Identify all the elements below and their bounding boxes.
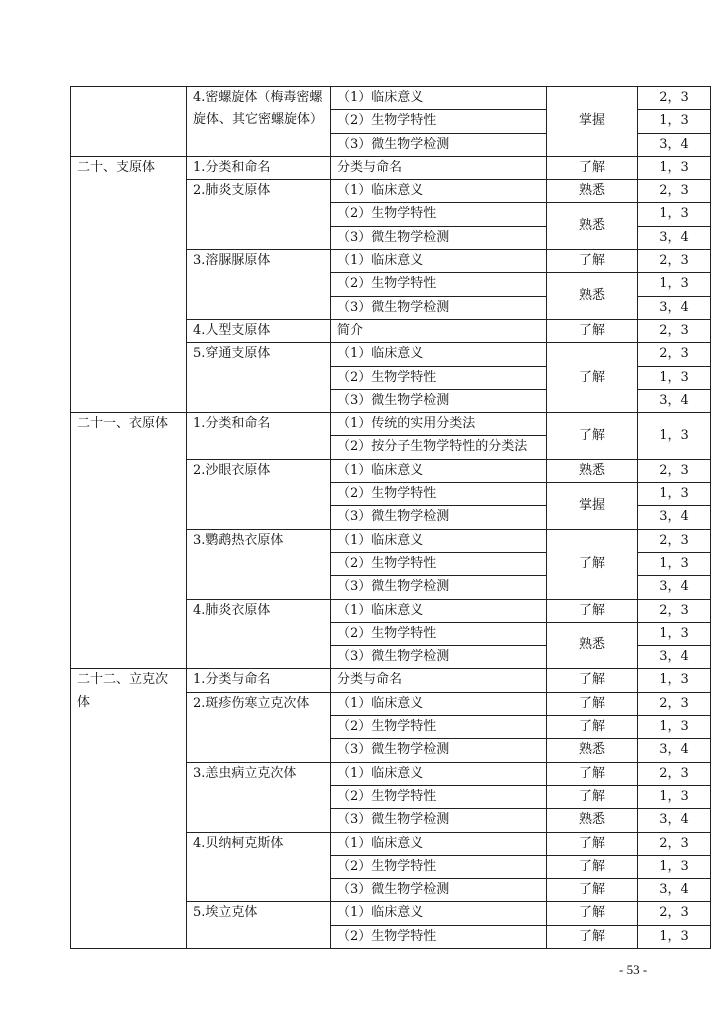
unit-cell: 2，3 [638, 832, 711, 855]
content-cell: （2）按分子生物学特性的分类法 [331, 436, 547, 459]
requirement-cell: 了解 [547, 156, 638, 179]
topic-cell: 4.密螺旋体（梅毒密螺旋体、其它密螺旋体） [187, 87, 331, 157]
content-cell: （2）生物学特性 [331, 925, 547, 948]
unit-cell: 1，3 [638, 203, 711, 226]
content-cell: （3）微生物学检测 [331, 879, 547, 902]
unit-cell: 1，3 [638, 622, 711, 645]
content-cell: （1）临床意义 [331, 832, 547, 855]
unit-cell: 1，3 [638, 273, 711, 296]
requirement-cell: 了解 [547, 855, 638, 878]
chapter-cell: 二十一、衣原体 [71, 413, 187, 669]
requirement-cell: 了解 [547, 785, 638, 808]
unit-cell: 3，4 [638, 576, 711, 599]
table-row [71, 669, 711, 692]
requirement-cell: 了解 [547, 529, 638, 599]
requirement-cell: 熟悉 [547, 809, 638, 832]
requirement-cell: 了解 [547, 716, 638, 739]
content-cell: （3）微生物学检测 [331, 389, 547, 412]
unit-cell: 1，3 [638, 110, 711, 133]
unit-cell: 3，4 [638, 389, 711, 412]
content-cell: （2）生物学特性 [331, 483, 547, 506]
content-cell: （1）临床意义 [331, 343, 547, 366]
content-cell: （3）微生物学检测 [331, 226, 547, 249]
topic-cell: 2.斑疹伤寒立克次体 [187, 692, 331, 762]
requirement-cell: 了解 [547, 832, 638, 855]
requirement-cell: 了解 [547, 762, 638, 785]
content-cell: （1）临床意义 [331, 902, 547, 925]
content-cell: （1）临床意义 [331, 529, 547, 552]
topic-cell: 4.贝纳柯克斯体 [187, 832, 331, 902]
requirement-cell: 了解 [547, 692, 638, 715]
unit-cell: 3，4 [638, 646, 711, 669]
unit-cell: 1，3 [638, 366, 711, 389]
requirement-cell: 熟悉 [547, 739, 638, 762]
unit-cell: 3，4 [638, 879, 711, 902]
topic-cell: 5.穿通支原体 [187, 343, 331, 413]
content-cell: （3）微生物学检测 [331, 133, 547, 156]
requirement-cell: 掌握 [547, 483, 638, 530]
unit-cell: 2，3 [638, 529, 711, 552]
requirement-cell: 了解 [547, 413, 638, 460]
topic-cell: 1.分类和命名 [187, 156, 331, 179]
unit-cell: 3，4 [638, 506, 711, 529]
unit-cell: 2，3 [638, 250, 711, 273]
content-cell: 分类与命名 [331, 669, 547, 692]
unit-cell: 1，3 [638, 483, 711, 506]
unit-cell: 2，3 [638, 87, 711, 110]
unit-cell: 2，3 [638, 459, 711, 482]
requirement-cell: 熟悉 [547, 203, 638, 250]
requirement-cell: 了解 [547, 319, 638, 342]
requirement-cell: 了解 [547, 599, 638, 622]
content-cell: （1）临床意义 [331, 250, 547, 273]
requirement-cell: 了解 [547, 669, 638, 692]
requirement-cell: 掌握 [547, 87, 638, 157]
content-cell: （2）生物学特性 [331, 855, 547, 878]
topic-cell: 1.分类和命名 [187, 413, 331, 460]
page-number: - 53 - [619, 962, 648, 977]
content-cell: （2）生物学特性 [331, 716, 547, 739]
content-cell: （2）生物学特性 [331, 273, 547, 296]
chapter-cell: 二十、支原体 [71, 156, 187, 412]
table-row [71, 87, 711, 110]
requirement-cell: 熟悉 [547, 459, 638, 482]
content-cell: （3）微生物学检测 [331, 296, 547, 319]
unit-cell: 3，4 [638, 739, 711, 762]
unit-cell: 1，3 [638, 552, 711, 575]
content-cell: （2）生物学特性 [331, 552, 547, 575]
unit-cell: 1，3 [638, 413, 711, 460]
unit-cell: 2，3 [638, 599, 711, 622]
content-cell: （2）生物学特性 [331, 203, 547, 226]
topic-cell: 2.沙眼衣原体 [187, 459, 331, 529]
content-cell: （1）临床意义 [331, 692, 547, 715]
unit-cell: 3，4 [638, 226, 711, 249]
unit-cell: 2，3 [638, 180, 711, 203]
unit-cell: 3，4 [638, 296, 711, 319]
requirement-cell: 熟悉 [547, 180, 638, 203]
content-cell: （3）微生物学检测 [331, 506, 547, 529]
chapter-cell [71, 87, 187, 157]
content-cell: （2）生物学特性 [331, 785, 547, 808]
syllabus-table [70, 86, 711, 949]
topic-cell: 4.人型支原体 [187, 319, 331, 342]
unit-cell: 1，3 [638, 156, 711, 179]
requirement-cell: 熟悉 [547, 622, 638, 669]
content-cell: （1）临床意义 [331, 459, 547, 482]
topic-cell: 1.分类与命名 [187, 669, 331, 692]
content-cell: 分类与命名 [331, 156, 547, 179]
requirement-cell: 熟悉 [547, 273, 638, 320]
topic-cell: 2.肺炎支原体 [187, 180, 331, 250]
requirement-cell: 了解 [547, 902, 638, 925]
unit-cell: 1，3 [638, 669, 711, 692]
topic-cell: 5.埃立克体 [187, 902, 331, 949]
content-cell: （3）微生物学检测 [331, 809, 547, 832]
unit-cell: 2，3 [638, 692, 711, 715]
unit-cell: 2，3 [638, 319, 711, 342]
content-cell: （3）微生物学检测 [331, 739, 547, 762]
table-row [71, 156, 711, 179]
topic-cell: 3.鹦鹉热衣原体 [187, 529, 331, 599]
content-cell: （3）微生物学检测 [331, 576, 547, 599]
content-cell: （1）临床意义 [331, 180, 547, 203]
topic-cell: 4.肺炎衣原体 [187, 599, 331, 669]
content-cell: （2）生物学特性 [331, 110, 547, 133]
unit-cell: 1，3 [638, 925, 711, 948]
table-row [71, 413, 711, 436]
chapter-cell: 二十二、立克次体 [71, 669, 187, 949]
topic-cell: 3.恙虫病立克次体 [187, 762, 331, 832]
content-cell: （2）生物学特性 [331, 366, 547, 389]
unit-cell: 1，3 [638, 855, 711, 878]
unit-cell: 3，4 [638, 133, 711, 156]
content-cell: （1）临床意义 [331, 87, 547, 110]
unit-cell: 2，3 [638, 902, 711, 925]
unit-cell: 1，3 [638, 716, 711, 739]
content-cell: （1）传统的实用分类法 [331, 413, 547, 436]
content-cell: （1）临床意义 [331, 599, 547, 622]
syllabus-table-body [71, 87, 711, 949]
unit-cell: 2，3 [638, 343, 711, 366]
requirement-cell: 了解 [547, 343, 638, 413]
content-cell: （1）临床意义 [331, 762, 547, 785]
requirement-cell: 了解 [547, 250, 638, 273]
content-cell: （3）微生物学检测 [331, 646, 547, 669]
content-cell: （2）生物学特性 [331, 622, 547, 645]
unit-cell: 2，3 [638, 762, 711, 785]
unit-cell: 3，4 [638, 809, 711, 832]
topic-cell: 3.溶脲脲原体 [187, 250, 331, 320]
requirement-cell: 了解 [547, 879, 638, 902]
requirement-cell: 了解 [547, 925, 638, 948]
unit-cell: 1，3 [638, 785, 711, 808]
content-cell: 简介 [331, 319, 547, 342]
